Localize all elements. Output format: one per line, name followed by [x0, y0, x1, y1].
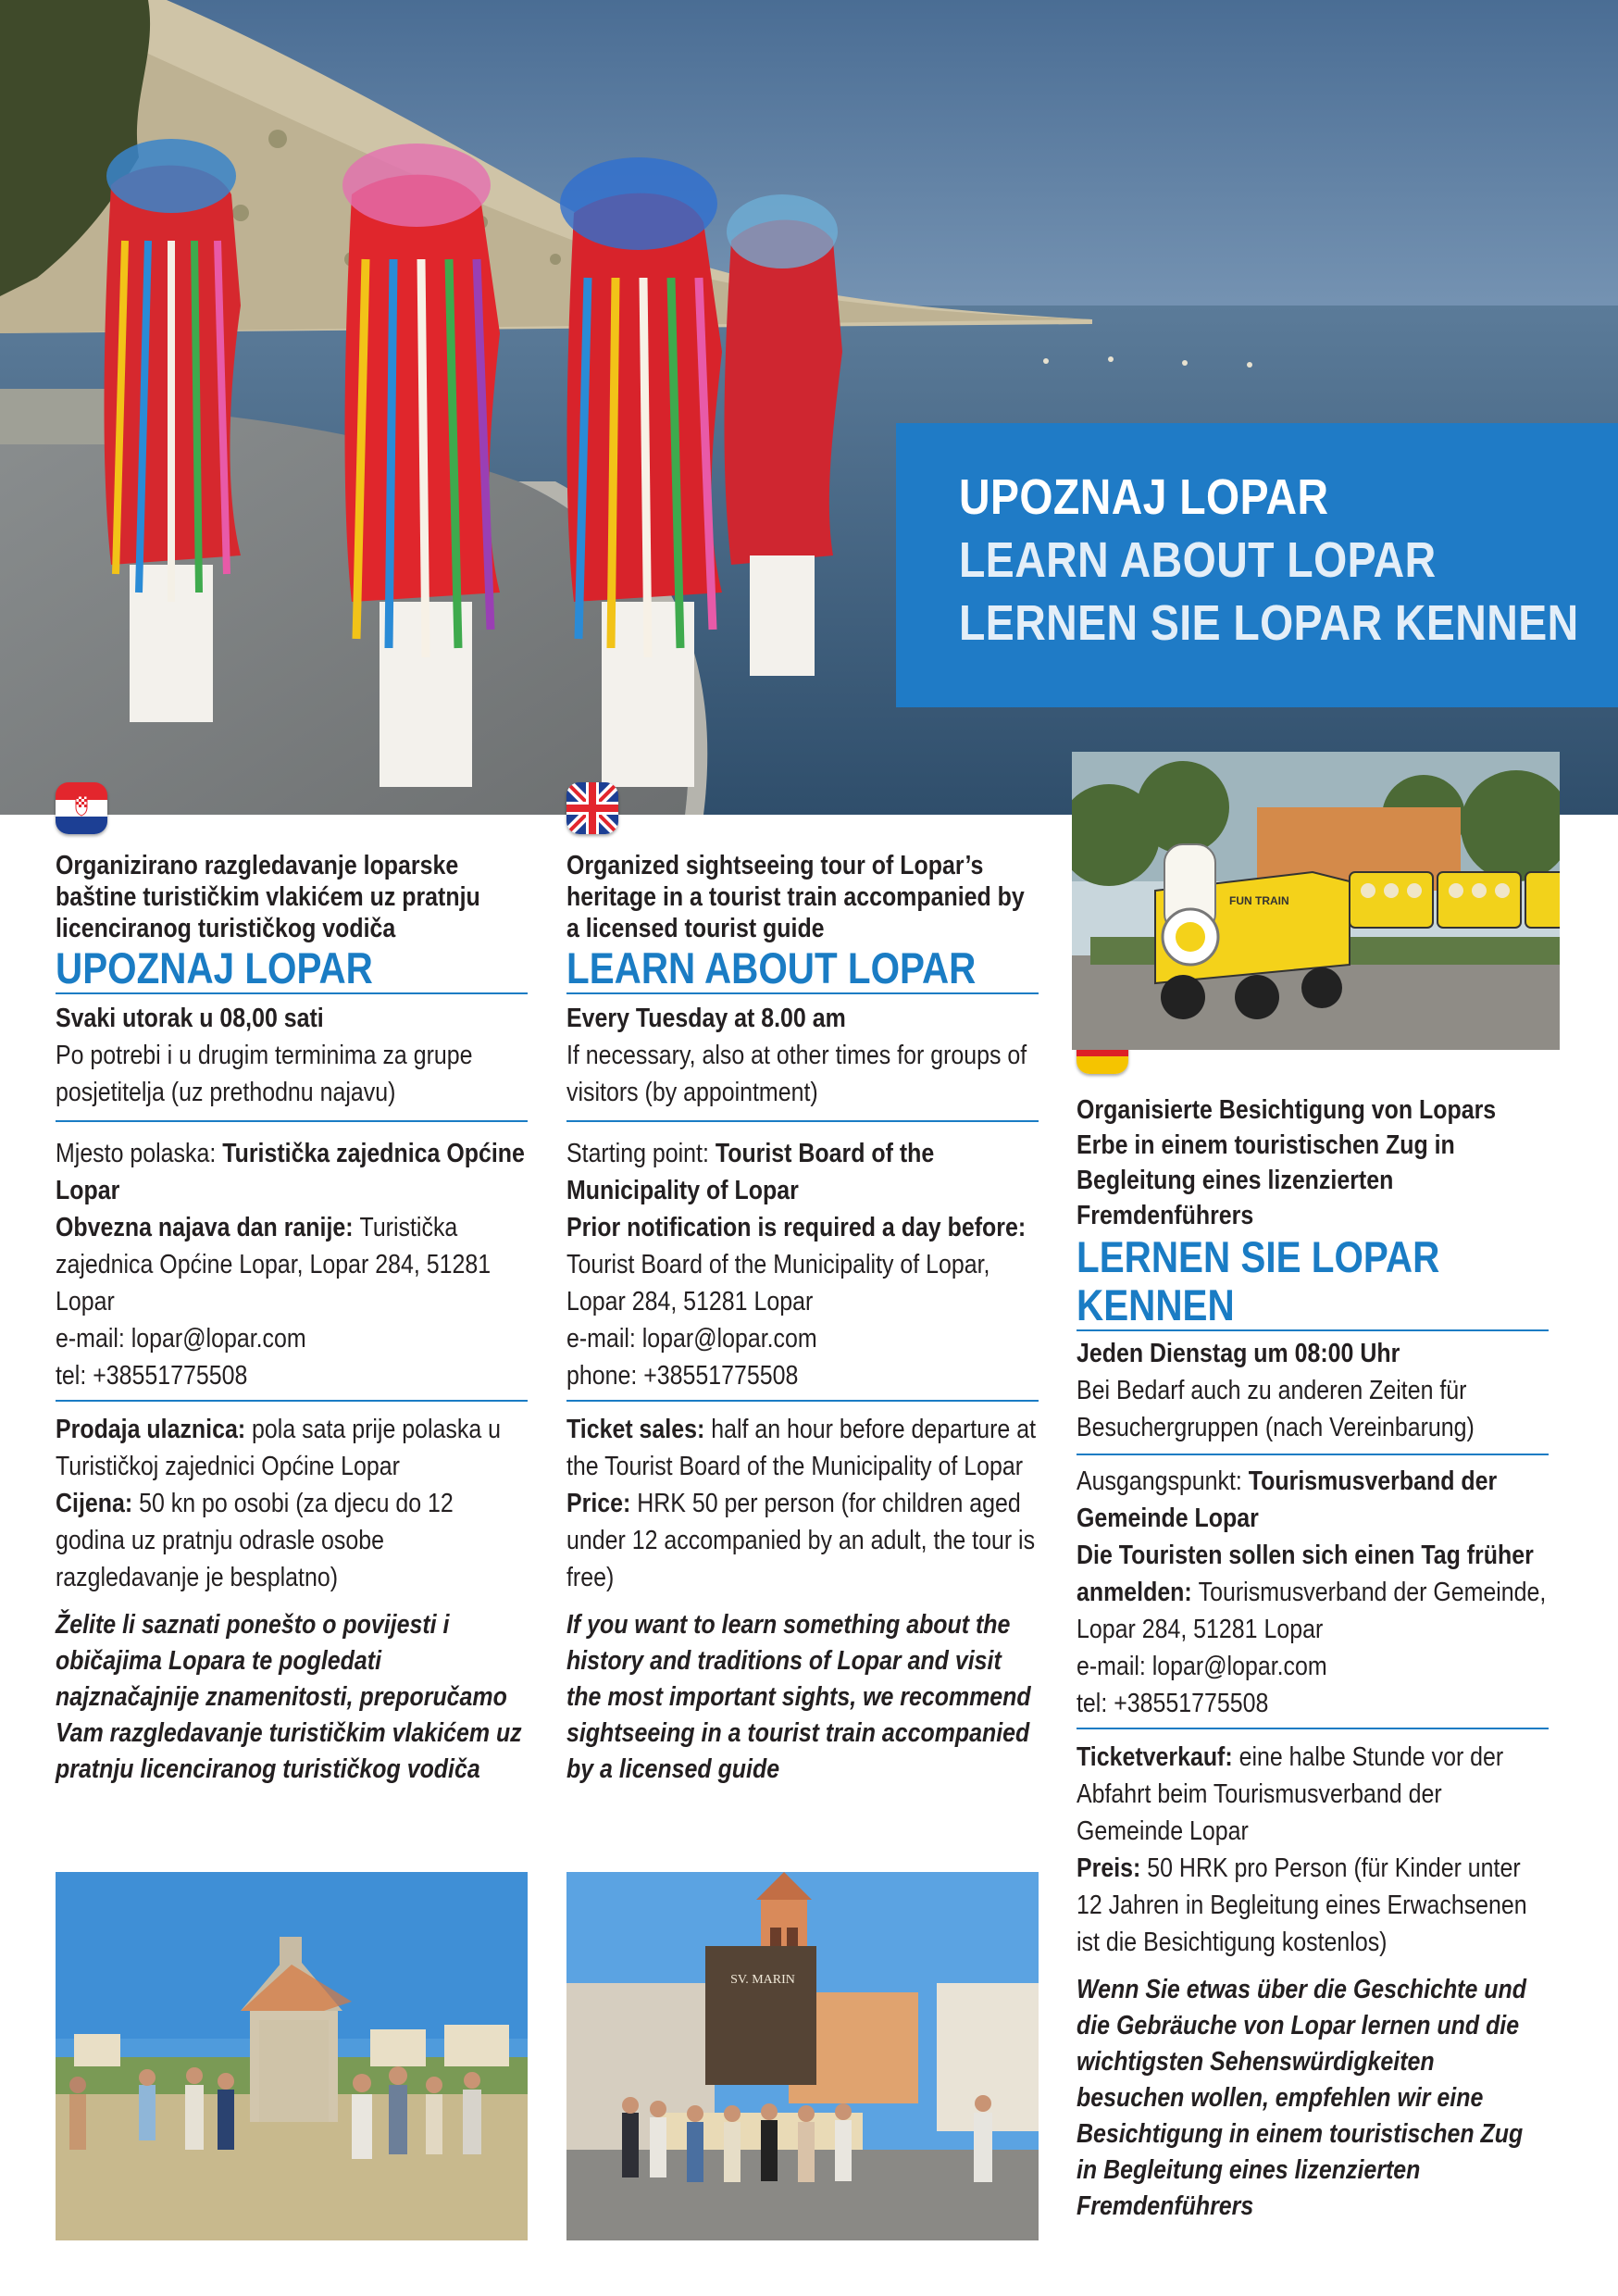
- hr-phone: tel: +38551775508: [56, 1361, 248, 1391]
- hr-price-label: Cijena:: [56, 1489, 140, 1518]
- hr-closing: Želite li saznati ponešto o povijesti i običajima Lopara te pogledati najznačajnije znamenitosti, preporučamo Vam razgledavanje turističkim vlakićem uz pratnju licenciranog turističkog vodiča: [56, 1610, 522, 1784]
- en-schedule-note: If necessary, also at other times for groups of visitors (by appointment): [566, 1041, 1027, 1107]
- en-start-value: Tourist Board of the Municipality of Lopar: [566, 1139, 935, 1205]
- hr-start-label: Mjesto polaska:: [56, 1139, 223, 1168]
- de-schedule: Jeden Dienstag um 08:00 Uhr: [1077, 1339, 1400, 1368]
- de-price-label: Preis:: [1077, 1853, 1148, 1883]
- de-notice-text: Tourismusverband der Gemeinde, Lopar 284, 51281 Lopar: [1077, 1578, 1547, 1644]
- en-start-label: Starting point:: [566, 1139, 716, 1168]
- en-closing: If you want to learn something about the history and traditions of Lopar and visit the most important sights, we recommend sightseeing in a tourist train accompanied by a licensed guide: [566, 1610, 1031, 1784]
- de-rule: [1077, 1728, 1549, 1729]
- en-tickets-label: Ticket sales:: [566, 1415, 712, 1444]
- chapel-group-photo: [56, 1872, 528, 2240]
- title-hr: UPOZNAJ LOPAR: [959, 469, 1329, 525]
- hr-lead: Organizirano razgledavanje loparske baštine turističkim vlakićem uz pratnju licenciranog turističkog vodiča: [56, 851, 480, 943]
- en-heading: LEARN ABOUT LOPAR: [566, 943, 977, 992]
- de-heading: LERNEN SIE LOPAR KENNEN: [1077, 1232, 1440, 1329]
- title-de: LERNEN SIE LOPAR KENNEN: [959, 595, 1579, 651]
- en-rule: [566, 1400, 1039, 1402]
- hr-rule: [56, 1400, 528, 1402]
- church-group-photo: [566, 1872, 1039, 2240]
- hr-rule: [56, 1120, 528, 1122]
- de-lead: Organisierte Besichtigung von Lopars Erbe in einem touristischen Zug in Begleitung eines lizenzierten Fremdenführers: [1077, 1095, 1497, 1230]
- en-price-label: Price:: [566, 1489, 638, 1518]
- en-notice-label: Prior notification is required a day before:: [566, 1213, 1027, 1242]
- croatian-flag-icon: [56, 782, 107, 834]
- de-tickets-text: eine halbe Stunde vor der Abfahrt beim Tourismusverband der Gemeinde Lopar: [1077, 1742, 1504, 1846]
- de-rule: [1077, 1329, 1549, 1331]
- hr-start-value: Turistička zajednica Općine Lopar: [56, 1139, 525, 1205]
- hr-heading: UPOZNAJ LOPAR: [56, 943, 373, 992]
- en-rule: [566, 992, 1039, 994]
- de-schedule-note: Bei Bedarf auch zu anderen Zeiten für Besuchergruppen (nach Vereinbarung): [1077, 1376, 1475, 1442]
- train-sign-text: FUN TRAIN: [1229, 894, 1289, 907]
- de-rule: [1077, 1454, 1549, 1455]
- de-notice-label: Die Touristen sollen sich einen Tag früher anmelden:: [1077, 1541, 1534, 1607]
- hr-notice-label: Obvezna najava dan ranije:: [56, 1213, 360, 1242]
- hr-schedule: Svaki utorak u 08,00 sati: [56, 1004, 324, 1033]
- de-closing: Wenn Sie etwas über die Geschichte und die Gebräuche von Lopar lernen und die wichtigsten Sehenswürdigkeiten besuchen wollen, empfehlen wir eine Besichtigung in einem touristischen Zug in Begleitung eines lizenzierten Fremdenführers: [1077, 1975, 1526, 2221]
- hr-column: [56, 850, 528, 1788]
- en-lead: Organized sightseeing tour of Lopar’s heritage in a tourist train accompanied by a licensed tourist guide: [566, 851, 1025, 943]
- en-notice-text: Tourist Board of the Municipality of Lopar, Lopar 284, 51281 Lopar: [566, 1250, 990, 1316]
- en-phone: phone: +38551775508: [566, 1361, 799, 1391]
- hr-price-text: 50 kn po osobi (za djecu do 12 godina uz pratnju odrasle osobe razgledavanje je besplatno): [56, 1489, 454, 1592]
- title-box: [896, 423, 1618, 707]
- de-start-value: Tourismusverband der Gemeinde Lopar: [1077, 1466, 1498, 1533]
- hr-schedule-note: Po potrebi i u drugim terminima za grupe posjetitelja (uz prethodnu najavu): [56, 1041, 473, 1107]
- en-tickets-text: half an hour before departure at the Tourist Board of the Municipality of Lopar: [566, 1415, 1037, 1481]
- title-en: LEARN ABOUT LOPAR: [959, 532, 1437, 588]
- hr-notice-text: Turistička zajednica Općine Lopar, Lopar 284, 51281 Lopar: [56, 1213, 492, 1316]
- tourist-train-photo: [1072, 752, 1560, 1050]
- hr-tickets-label: Prodaja ulaznica:: [56, 1415, 253, 1444]
- de-tickets-label: Ticketverkauf:: [1077, 1742, 1239, 1772]
- de-email: e-mail: lopar@lopar.com: [1077, 1652, 1327, 1681]
- en-price-text: HRK 50 per person (for children aged under 12 accompanied by an adult, the tour is free): [566, 1489, 1036, 1592]
- de-phone: tel: +38551775508: [1077, 1689, 1269, 1718]
- en-column: [566, 850, 1039, 1788]
- en-email: e-mail: lopar@lopar.com: [566, 1324, 817, 1354]
- de-price-text: 50 HRK pro Person (für Kinder unter 12 Jahren in Begleitung eines Erwachsenen ist die Besichtigung kostenlos): [1077, 1853, 1527, 1957]
- en-schedule: Every Tuesday at 8.00 am: [566, 1004, 846, 1033]
- hr-email: e-mail: lopar@lopar.com: [56, 1324, 306, 1354]
- de-start-label: Ausgangspunkt:: [1077, 1466, 1249, 1496]
- british-flag-icon: [566, 782, 618, 834]
- hr-tickets-text: pola sata prije polaska u Turističkoj zajednici Općine Lopar: [56, 1415, 502, 1481]
- hr-rule: [56, 992, 528, 994]
- church-sign-text: SV. MARIN: [730, 1973, 795, 1987]
- en-rule: [566, 1120, 1039, 1122]
- de-column: [1077, 1092, 1549, 2225]
